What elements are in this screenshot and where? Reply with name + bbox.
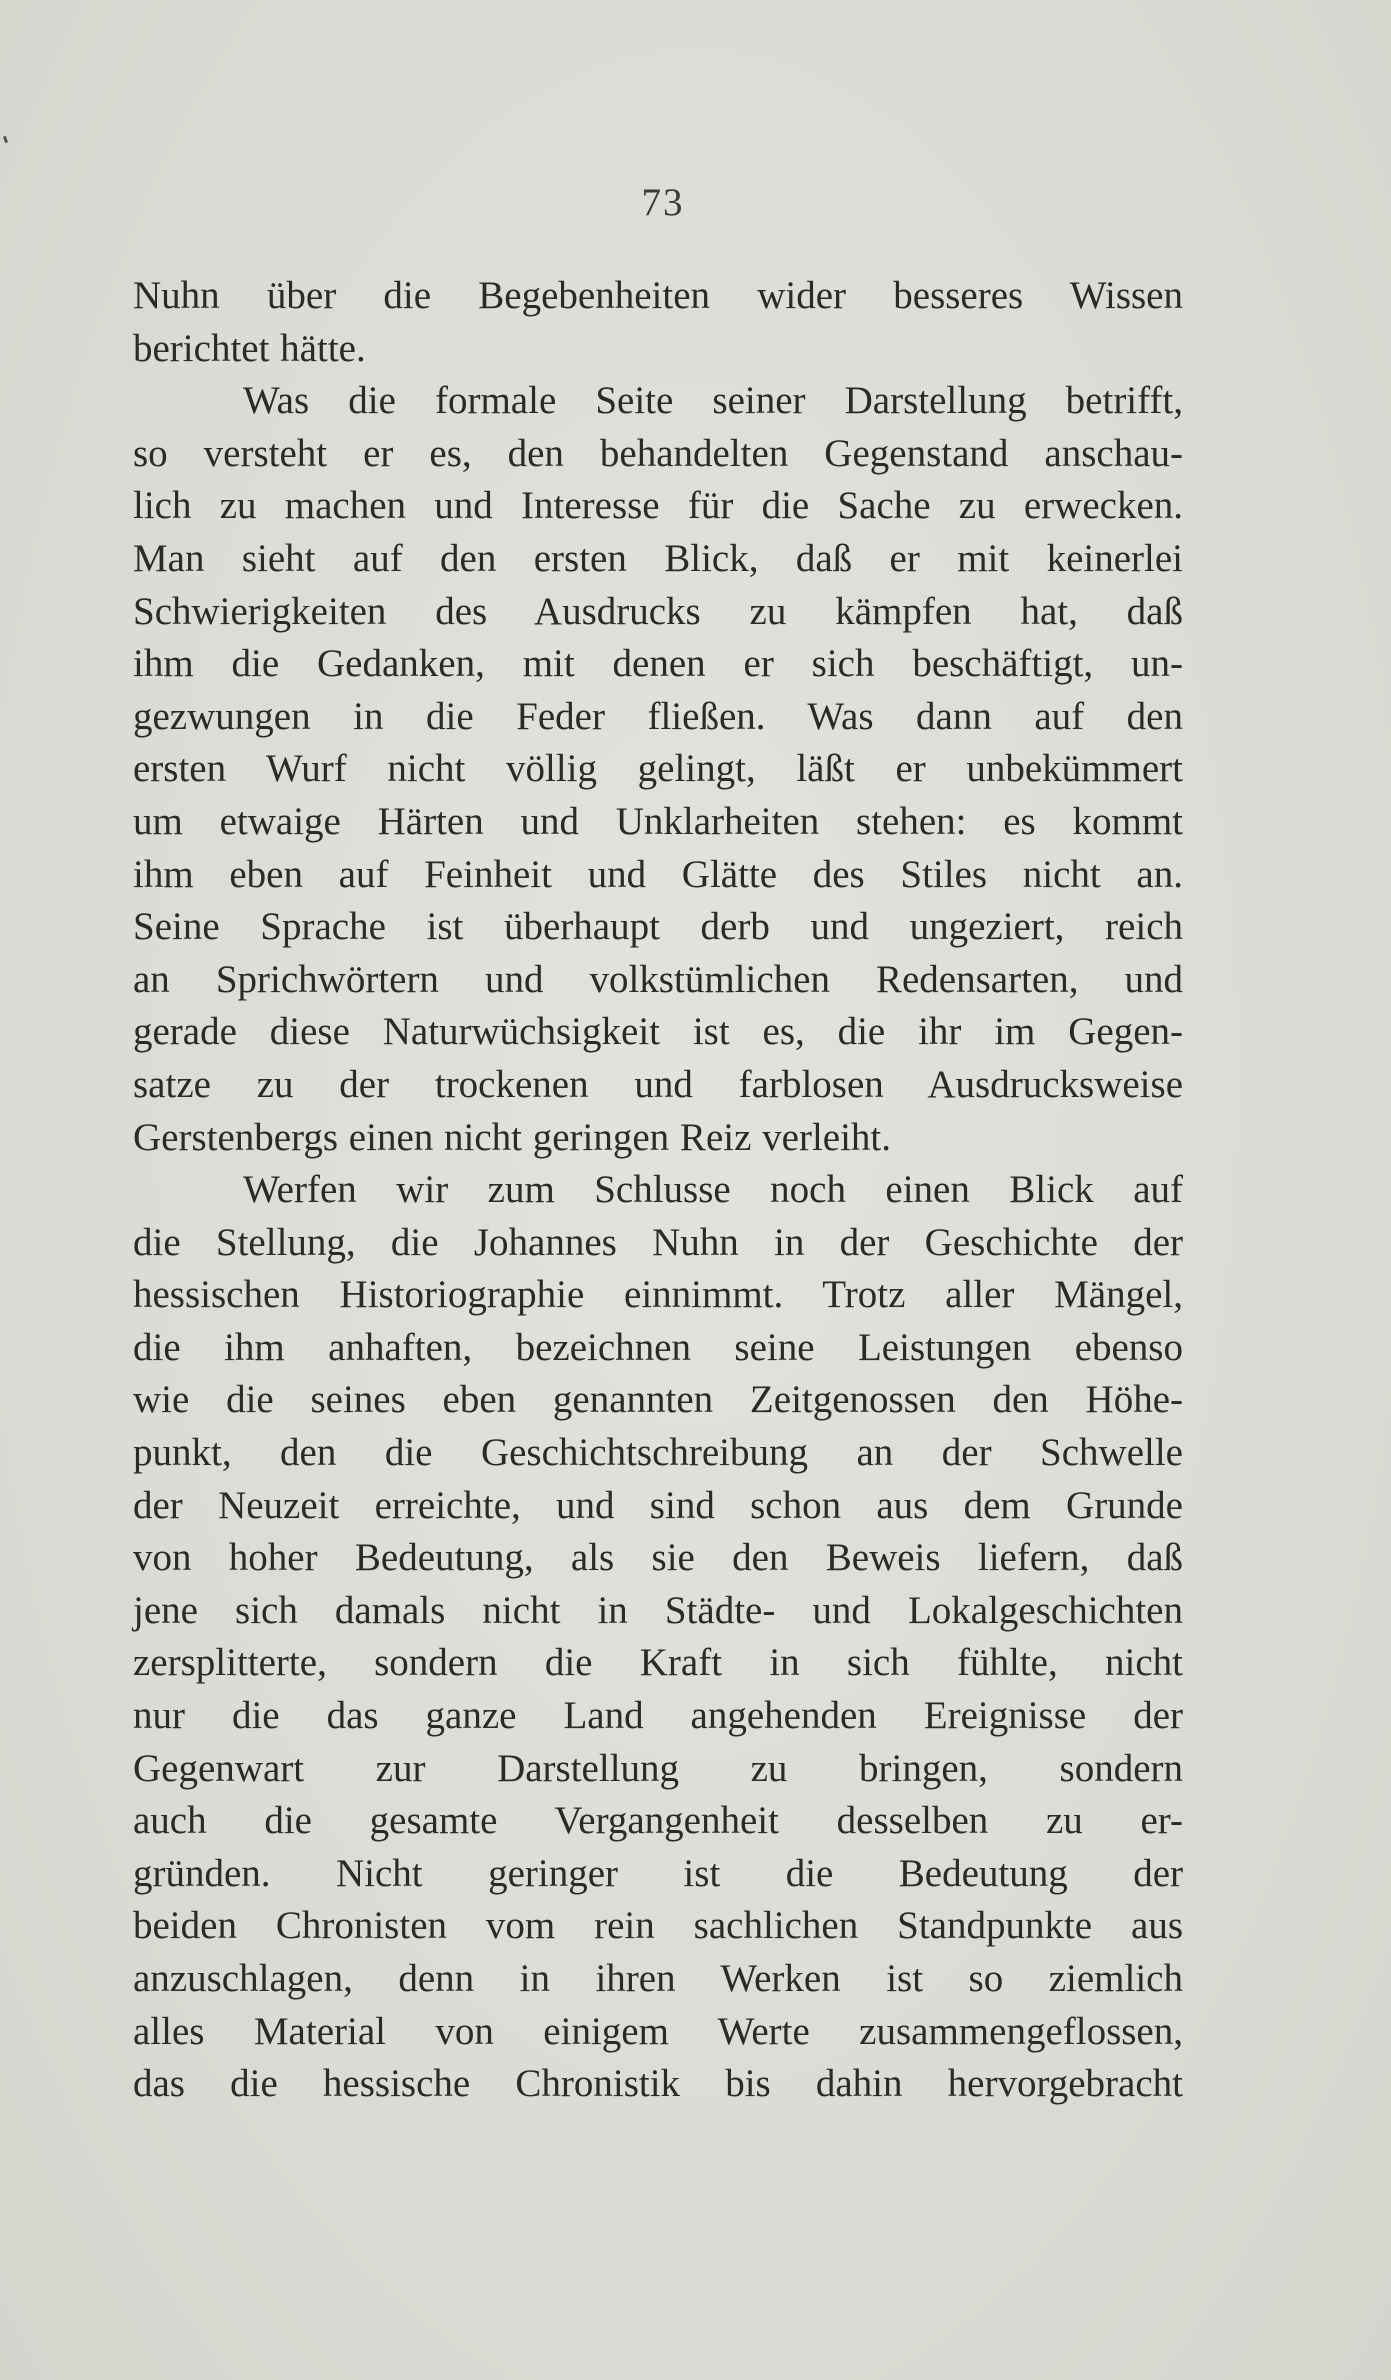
text-line: punkt, den die Geschichtschreibung an der Schwelle bbox=[133, 1431, 1183, 1475]
text-line: die Stellung, die Johannes Nuhn in der Geschichte der bbox=[133, 1220, 1183, 1264]
text-line: ihm die Gedanken, mit denen er sich beschäftigt, un- bbox=[133, 642, 1183, 686]
text-line: satze zu der trockenen und farblosen Ausdrucksweise bbox=[133, 1062, 1183, 1106]
text-line: das die hessische Chronistik bis dahin hervorgebracht bbox=[133, 2062, 1183, 2106]
text-line: Seine Sprache ist überhaupt derb und ungeziert, reich bbox=[133, 905, 1183, 949]
text-line: gerade diese Naturwüchsigkeit ist es, die ihr im Gegen- bbox=[133, 1010, 1183, 1054]
text-line: lich zu machen und Interesse für die Sache zu erwecken. bbox=[133, 484, 1183, 528]
text-line: Nuhn über die Begebenheiten wider besseres Wissen bbox=[133, 274, 1183, 317]
text-line: alles Material von einigem Werte zusammengeflossen, bbox=[133, 2009, 1183, 2053]
text-line: zersplitterte, sondern die Kraft in sich fühlte, nicht bbox=[133, 1641, 1183, 1685]
body-text bbox=[133, 270, 1183, 2111]
page-number: 73 bbox=[641, 181, 685, 224]
text-line: Was die formale Seite seiner Darstellung betrifft, bbox=[243, 379, 1183, 423]
text-line: Schwierigkeiten des Ausdrucks zu kämpfen hat, daß bbox=[133, 589, 1183, 633]
text-line: berichtet hätte. bbox=[133, 326, 366, 370]
text-line: ersten Wurf nicht völlig gelingt, läßt er unbekümmert bbox=[133, 747, 1183, 791]
text-line: der Neuzeit erreichte, und sind schon aus dem Grunde bbox=[133, 1483, 1183, 1527]
text-line: nur die das ganze Land angehenden Ereignisse der bbox=[133, 1694, 1183, 1738]
text-line: Werfen wir zum Schlusse noch einen Blick auf bbox=[243, 1168, 1183, 1212]
text-line: hessischen Historiographie einnimmt. Trotz aller Mängel, bbox=[133, 1273, 1183, 1317]
text-line: so versteht er es, den behandelten Gegenstand anschau- bbox=[133, 431, 1183, 475]
text-line: ihm eben auf Feinheit und Glätte des Stiles nicht an. bbox=[133, 852, 1183, 896]
text-line: wie die seines eben genannten Zeitgenossen den Höhe- bbox=[133, 1378, 1183, 1422]
text-line: Gegenwart zur Darstellung zu bringen, sondern bbox=[133, 1746, 1183, 1790]
text-line: gründen. Nicht geringer ist die Bedeutung der bbox=[133, 1851, 1183, 1895]
text-line: an Sprichwörtern und volkstümlichen Redensarten, und bbox=[133, 957, 1183, 1001]
text-line: gezwungen in die Feder fließen. Was dann auf den bbox=[133, 694, 1183, 738]
text-line: anzuschlagen, denn in ihren Werken ist so ziemlich bbox=[133, 1957, 1183, 2000]
text-line: beiden Chronisten vom rein sachlichen Standpunkte aus bbox=[133, 1904, 1183, 1948]
text-line: um etwaige Härten und Unklarheiten stehen: es kommt bbox=[133, 799, 1183, 843]
text-line: Man sieht auf den ersten Blick, daß er mit keinerlei bbox=[133, 536, 1183, 580]
text-line: die ihm anhaften, bezeichnen seine Leistungen ebenso bbox=[133, 1325, 1183, 1369]
text-line: Gerstenbergs einen nicht geringen Reiz verleiht. bbox=[133, 1115, 892, 1159]
text-line: auch die gesamte Vergangenheit desselben zu er- bbox=[133, 1799, 1183, 1843]
text-line: von hoher Bedeutung, als sie den Beweis liefern, daß bbox=[133, 1536, 1183, 1580]
text-line: jene sich damals nicht in Städte- und Lokalgeschichten bbox=[133, 1588, 1183, 1632]
paper-speck bbox=[3, 136, 8, 144]
